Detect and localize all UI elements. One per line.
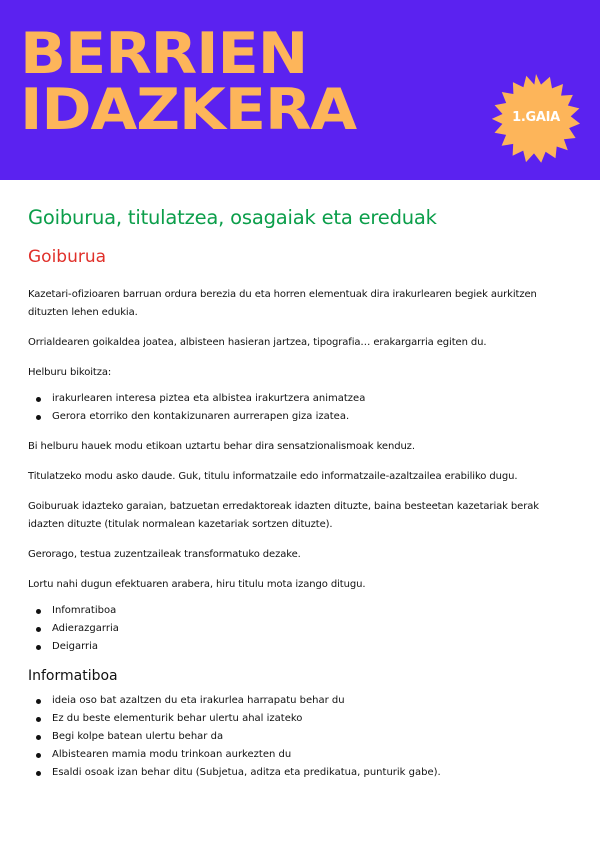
title-types-list — [28, 602, 572, 656]
paragraph-2: Orrialdearen goikaldea joatea, albisteen hasieran jartzea, tipografia… erakargarria egiten du. — [28, 337, 487, 348]
goals-list — [28, 390, 572, 426]
goiburua-heading: Goiburua — [28, 247, 107, 267]
paragraph-4: Bi helburu hauek modu etikoan uztartu behar dira sensatzionalismoak kenduz. — [28, 441, 415, 452]
informatiboa-heading: Informatiboa — [28, 668, 118, 684]
page-title — [20, 21, 357, 143]
title-line-1: BERRIEN — [20, 21, 308, 87]
list-item: Deigarria — [52, 638, 572, 656]
section-title: Goiburua, titulatzea, osagaiak eta ereduak — [28, 206, 437, 229]
document-body — [0, 206, 600, 782]
badge-label: 1.GAIA — [512, 110, 560, 125]
list-item: irakurlearen interesa piztea eta albistea irakurtzera animatzea — [52, 390, 572, 408]
list-item: Ez du beste elementurik behar ulertu ahal izateko — [52, 710, 572, 728]
paragraph-3: Helburu bikoitza: — [28, 367, 112, 378]
paragraph-7: Gerorago, testua zuzentzaileak transformatuko dezake. — [28, 549, 301, 560]
paragraph-1: Kazetari-ofizioaren barruan ordura berezia du eta horren elementuak dira irakurlearen begiek aurkitzen dituzten lehen edukia. — [28, 289, 537, 318]
paragraph-5: Titulatzeko modu asko daude. Guk, titulu informatzaile edo informatzaile-azaltzailea erabiliko dugu. — [28, 471, 518, 482]
paragraph-6: Goiburuak idazteko garaian, batzuetan erredaktoreak idazten dituzte, baina besteetan kazetariak berak idazten dituzte (titulak normalean kazetariak sortzen dituzte). — [28, 501, 539, 530]
title-line-2: IDAZKERA — [20, 77, 357, 143]
list-item: Gerora etorriko den kontakizunaren aurrerapen giza izatea. — [52, 408, 572, 426]
chapter-badge — [489, 72, 583, 166]
list-item: Albistearen mamia modu trinkoan aurkezten du — [52, 746, 572, 764]
informatiboa-list — [28, 692, 572, 782]
list-item: Begi kolpe batean ulertu behar da — [52, 728, 572, 746]
list-item: Infomratiboa — [52, 602, 572, 620]
header-banner — [0, 0, 600, 180]
list-item: Adierazgarria — [52, 620, 572, 638]
list-item: ideia oso bat azaltzen du eta irakurlea harrapatu behar du — [52, 692, 572, 710]
list-item: Esaldi osoak izan behar ditu (Subjetua, aditza eta predikatua, punturik gabe). — [52, 764, 572, 782]
paragraph-8: Lortu nahi dugun efektuaren arabera, hiru titulu mota izango ditugu. — [28, 579, 366, 590]
